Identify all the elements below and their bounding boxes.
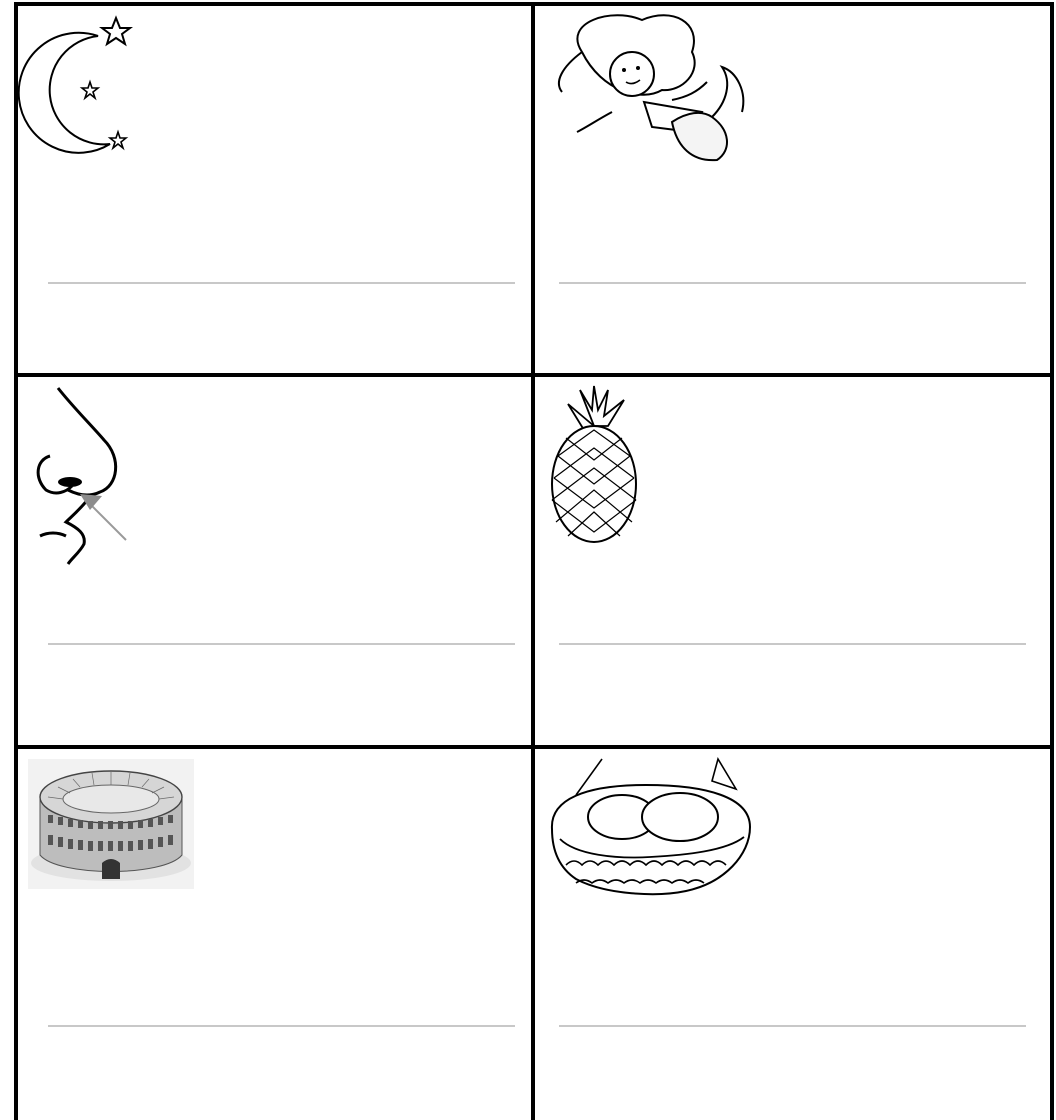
grid-border-middle [531, 2, 535, 1120]
answer-line[interactable] [48, 643, 515, 645]
grid-border-right [1050, 2, 1054, 1120]
grid-border-row-1 [14, 373, 1054, 377]
answer-line[interactable] [48, 282, 515, 284]
mermaid-picture [552, 12, 752, 168]
pineapple-picture [546, 386, 642, 546]
answer-line[interactable] [48, 1025, 515, 1027]
grid-border-row-2 [14, 745, 1054, 749]
worksheet [14, 2, 1054, 1120]
answer-line[interactable] [559, 282, 1026, 284]
nose-picture [32, 386, 152, 566]
grid-border-left [14, 2, 18, 1120]
colosseum-picture [28, 759, 194, 889]
answer-line[interactable] [559, 643, 1026, 645]
nest-with-eggs-picture [546, 759, 752, 899]
grid-border-top [14, 2, 1054, 6]
answer-line[interactable] [559, 1025, 1026, 1027]
moon-and-stars-picture [32, 14, 136, 162]
